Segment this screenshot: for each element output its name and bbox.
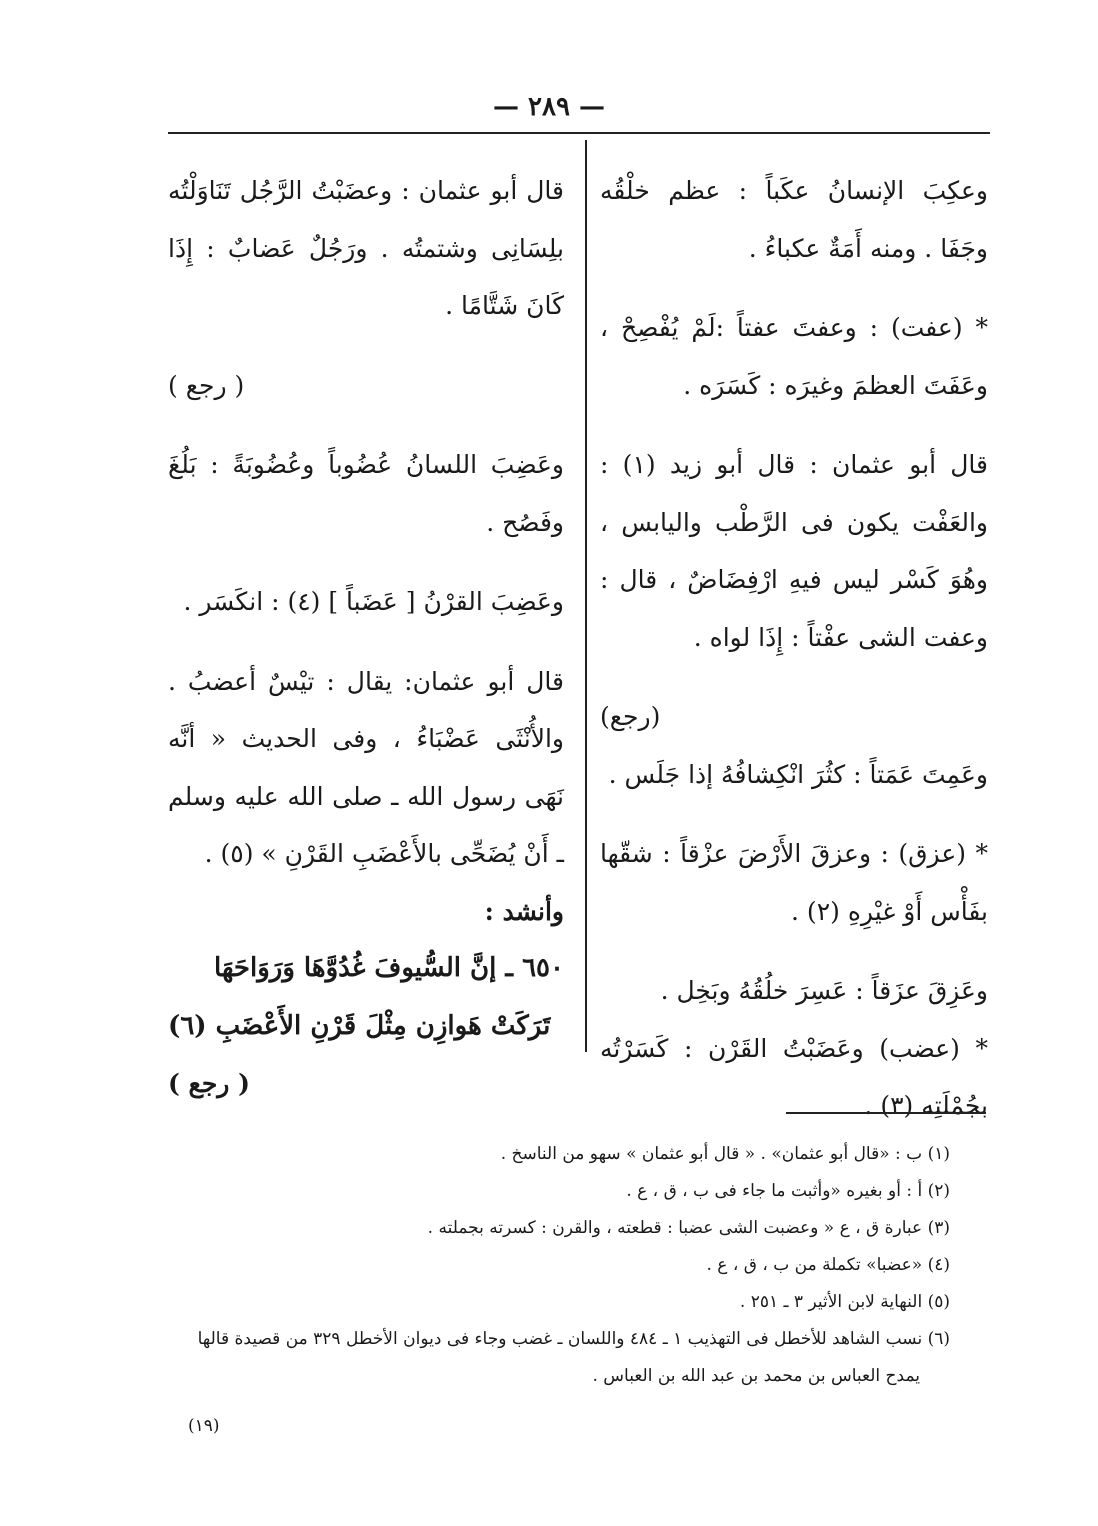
footnote-6-continued: يمدح العباس بن محمد بن عبد الله بن العباس . bbox=[592, 1366, 920, 1386]
right-column bbox=[600, 162, 988, 1135]
paragraph-afata-quote: قال أبو عثمان : قال أبو زيد (١) : والعَفْت يكون فى الرَّطْب واليابس ، وهُوَ كَسْر ليس فيهِ ارْفِضَاضٌ ، قال : وعفت الشى عفْتاً : إِذَا لواه . bbox=[600, 450, 988, 652]
footnote-3: (٣) عبارة ق ، ع « وعضبت الشى عضبا : قطعته ، والقرن : كسرته بجملته . bbox=[427, 1218, 950, 1238]
verse-line-1: ٦٥٠ ـ إنَّ السُّيوفَ غُدُوَّهَا وَرَوَاحَهَا bbox=[214, 953, 564, 983]
footnote-1: (١) ب : «قال أبو عثمان» . « قال أبو عثمان » سهو من الناسخ . bbox=[500, 1144, 950, 1164]
paragraph-hadith: قال أبو عثمان: يقال : تيْسٌ أعضبُ . والأُنْثَى عَضْبَاءُ ، وفى الحديث « أنَّه نَهَى رسول الله ـ صلى الله عليه وسلم ـ أَنْ يُضَحِّى بالأَعْضَبِ القَرْنِ » (٥) . bbox=[168, 666, 564, 868]
paragraph-adiba-qarn: وعَضِبَ القرْنُ [ عَضَباً ] (٤) : انكَسَر . bbox=[183, 587, 564, 616]
footnote-6: (٦) نسب الشاهد للأخطل فى التهذيب ١ ـ ٤٨٤ واللسان ـ غضب وجاء فى ديوان الأخطل ٣٢٩ من قصيدة قالها bbox=[197, 1329, 950, 1349]
paragraph-adab-quote: قال أبو عثمان : وعضَبْتُ الرَّجُل تَنَاوَلْتُه بلِسَانِى وشتمتُه . ورَجُلٌ عَضابٌ : إِذَا كَانَ شَتَّامًا . bbox=[168, 176, 564, 320]
verse-line-2: تَرَكَتْ هَوازِن مِثْلَ قَرْنِ الأَعْضَبِ (٦) bbox=[168, 1010, 551, 1041]
return-marker: ( رجع ) bbox=[168, 370, 245, 400]
footnote-5: (٥) النهاية لابن الأثير ٣ ـ ٢٥١ . bbox=[739, 1292, 950, 1312]
paragraph-azaqa: * (عزق) : وعزقَ الأَرْضَ عزْقاً : شقّها بفَأْس أَوْ غيْرِهِ (٢) . bbox=[600, 839, 988, 926]
verse-intro: وأنشد : bbox=[484, 896, 564, 926]
paragraph-amita: وعَمِتَ عَمَتاً : كثُرَ انْكِشافُهُ إذا جَلَس . bbox=[608, 759, 988, 789]
column-divider bbox=[585, 140, 587, 1052]
return-marker: (رجع) bbox=[600, 702, 661, 731]
left-column bbox=[168, 162, 564, 1113]
return-marker: ( رجع ) bbox=[168, 1069, 250, 1098]
footnotes bbox=[150, 1136, 950, 1395]
footnote-rule bbox=[786, 1112, 986, 1114]
paragraph-aziqa: وعَزِقَ عزَقاً : عَسِرَ خلُقُهُ وبَخِل . bbox=[660, 976, 988, 1005]
paragraph-afata: * (عفت) : وعفتَ عفتاً :لَمْ يُفْصِحْ ، وعَفَتَ العظمَ وغيرَه : كَسَرَه . bbox=[600, 313, 988, 400]
paragraph-adaba: * (عضب) وعَضَبْتُ القَرْن : كَسَرْتُه بجُمْلَتِه (٣) . bbox=[600, 1033, 988, 1120]
paragraph-adiba-lisan: وعَضِبَ اللسانُ عُضُوباً وعُضُوبَةً : بَلُغَ وفَصُح . bbox=[168, 450, 564, 537]
footnote-4: (٤) «عضبا» تكملة من ب ، ق ، ع . bbox=[706, 1255, 950, 1275]
signature-mark: (١٩) bbox=[188, 1416, 220, 1436]
footnote-2: (٢) أ : أو بغيره «وأثبت ما جاء فى ب ، ق ، ع . bbox=[626, 1181, 950, 1201]
page-number: — ٢٨٩ — bbox=[492, 92, 606, 122]
paragraph-akiba: وعكِبَ الإنسانُ عكَباً : عظم خلْقُه وجَفَا . ومنه أَمَةٌ عكباءُ . bbox=[600, 176, 988, 263]
header-rule bbox=[168, 132, 990, 134]
